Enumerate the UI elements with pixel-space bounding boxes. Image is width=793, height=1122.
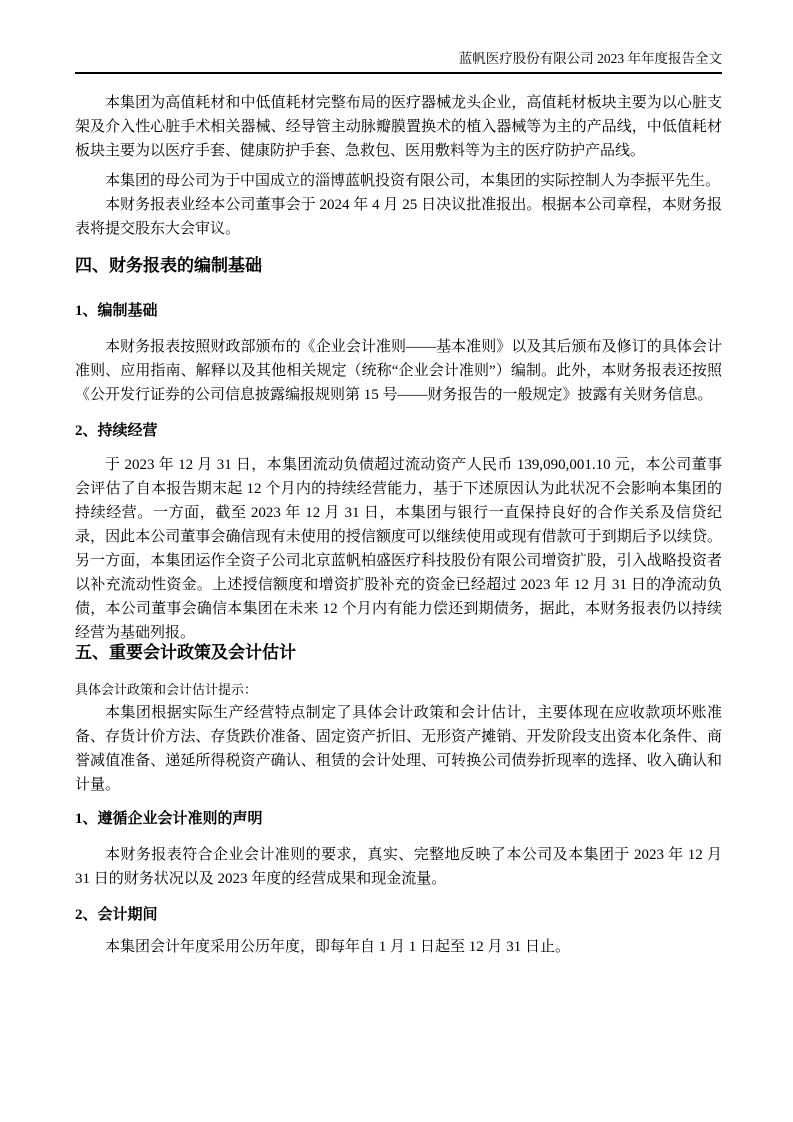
paragraph-parent-company: 本集团的母公司为于中国成立的淄博蓝帆投资有限公司，本集团的实际控制人为李振平先生。 (105, 173, 721, 189)
paragraph-accounting-policies-overview: 本集团根据实际生产经营特点制定了具体会计政策和会计估计，主要体现在应收款项坏账准备、存货计价方法、存货跌价准备、固定资产折旧、无形资产摊销、开发阶段支出资本化条件、商誉减值准备、递延所得税资产确认、租赁的会计处理、可转换公司债券折现率的选择、收入确认和计量。 (75, 705, 722, 793)
subheading-5-2-accounting-period: 2、会计期间 (75, 907, 158, 923)
subheading-5-1-compliance-statement: 1、遵循企业会计准则的声明 (75, 811, 263, 827)
header-rule (75, 72, 722, 74)
paragraph-going-concern: 于 2023 年 12 月 31 日，本集团流动负债超过流动资产人民币 139,090,001.10 元，本公司董事会评估了自本报告期末起 12 个月内的持续经营能力，基于下述原因认为此状况不会影响本集团的持续经营。一方面，截至 2023 年 12 月 31 日，本集团与银行一直保持良好的合作关系及信贷纪录，因此本公司董事会确信现有未使用的授信额度可以继续使用或现有借款可于到期后予以续贷。另一方面，本集团运作全资子公司北京蓝帆柏盛医疗科技股份有限公司增资扩股，引入战略投资者以补充流动性资金。上述授信额度和增资扩股补充的资金已经超过 2023 年 12 月 31 日的净流动负债，本公司董事会确信本集团在未来 12 个月内有能力偿还到期债务，据此，本财务报表仍以持续经营为基础列报。 (75, 457, 722, 641)
section-heading-4-preparation-basis: 四、财务报表的编制基础 (75, 256, 262, 275)
subheading-4-2-going-concern: 2、持续经营 (75, 423, 158, 439)
section-heading-5-accounting-policies: 五、重要会计政策及会计估计 (75, 643, 296, 662)
paragraph-report-approval: 本财务报表业经本公司董事会于 2024 年 4 月 25 日决议批准报出。根据本公司章程，本财务报表将提交股东大会审议。 (75, 197, 722, 237)
page-header-title: 蓝帆医疗股份有限公司 2023 年年度报告全文 (458, 51, 722, 66)
subheading-4-1-preparation-basis: 1、编制基础 (75, 303, 158, 319)
paragraph-compliance-statement: 本财务报表符合企业会计准则的要求，真实、完整地反映了本公司及本集团于 2023 年 12 月 31 日的财务状况以及 2023 年度的经营成果和现金流量。 (75, 847, 722, 887)
paragraph-preparation-basis: 本财务报表按照财政部颁布的《企业会计准则——基本准则》以及其后颁布及修订的具体会计准则、应用指南、解释以及其他相关规定（统称“企业会计准则”）编制。此外，本财务报表还按照《公开发行证券的公司信息披露编报规则第 15 号——财务报告的一般规定》披露有关财务信息。 (75, 339, 722, 403)
paragraph-group-overview: 本集团为高值耗材和中低值耗材完整布局的医疗器械龙头企业，高值耗材板块主要为以心脏支架及介入性心脏手术相关器械、经导管主动脉瓣膜置换术的植入器械等为主的产品线，中低值耗材板块主要为以医疗手套、健康防护手套、急救包、医用敷料等为主的医疗防护产品线。 (75, 95, 722, 159)
note-accounting-policy-tip: 具体会计政策和会计估计提示： (75, 682, 258, 697)
paragraph-accounting-period: 本集团会计年度采用公历年度，即每年自 1 月 1 日起至 12 月 31 日止。 (105, 939, 571, 955)
